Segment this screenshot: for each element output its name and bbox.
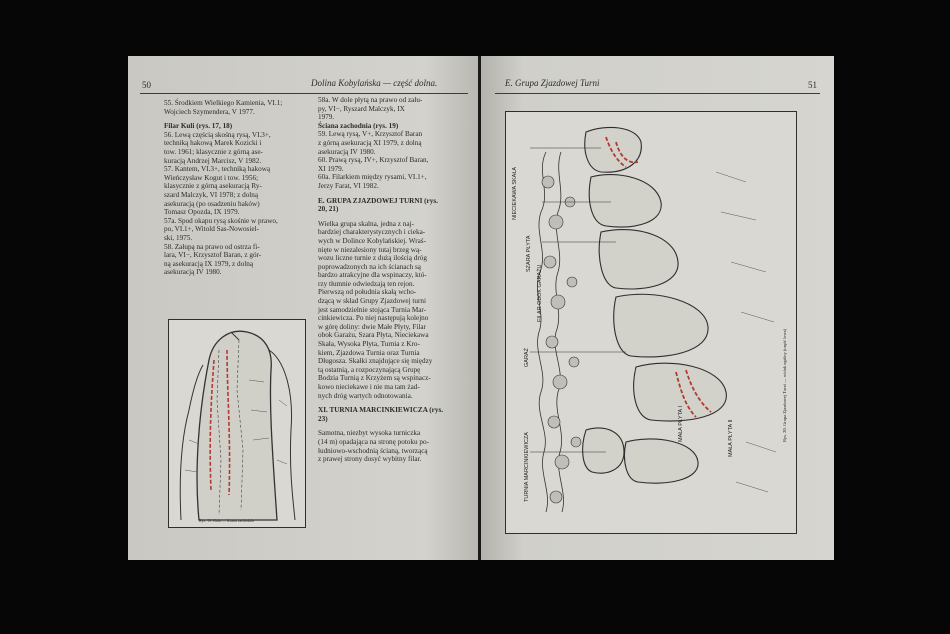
text-line: E. GRUPA ZJAZDOWEJ TURNI (rys. xyxy=(318,196,438,205)
text-line: 55. Środkiem Wielkiego Kamienia, VI.1; xyxy=(164,99,283,107)
text-line: wych w Dolince Kobylańskiej. Wraś- xyxy=(318,236,426,245)
text-line: asekuracją IV 1980. xyxy=(318,147,376,156)
text-line: z prawej strony dosyć wybitny filar. xyxy=(318,455,422,464)
text-line: ski, 1975. xyxy=(164,233,193,242)
figure-20-drawing xyxy=(506,112,796,533)
text-line: po, VI.1+, Witold Sas-Nowosiel- xyxy=(164,225,259,234)
label-mala-plyta-2: MAŁA PŁYTA II xyxy=(728,419,734,457)
text-line: kiem, Zjazdowa Turnia oraz Turnia xyxy=(318,348,420,357)
right-page xyxy=(481,56,834,560)
text-line: Skała, Wysoka Płyta, Turnia z Kro- xyxy=(318,340,420,349)
text-line: techniką hakową Marek Kozicki i xyxy=(164,139,262,148)
text-line: bardzo atrakcyjne dla wspinaczy, któ- xyxy=(318,271,427,280)
text-line: z górną asekuracją XI 1979, z dolną xyxy=(318,138,422,147)
text-line: (14 m) opadająca na stronę potoku po- xyxy=(318,437,429,446)
text-line: 59. Lewą rysą, V+, Krzysztof Baran xyxy=(318,130,423,139)
text-line: rzy tłumnie odwiedzają ten rejon. xyxy=(318,279,415,288)
text-line: Wielka grupa skalna, jedna z naj- xyxy=(318,219,414,228)
text-line: 23) xyxy=(318,414,328,423)
text-line: Samotna, niezbyt wysoka turniczka xyxy=(318,429,421,438)
text-line: 58a. W dole płytą na prawo od zału- xyxy=(318,96,423,104)
text-line: 1979. xyxy=(318,113,335,122)
figure-19-caption: Rys. 19. Kula — ściana zachodnia xyxy=(199,518,255,523)
text-line: nięte w niezalesiony tutaj brzeg wą- xyxy=(318,245,422,254)
label-turnia-marcinkiewicza: TURNIA MARCINKIEWICZA xyxy=(524,432,530,502)
figure-20-caption: Rys. 20. Grupa Zjazdowej Turni — widok ogólny (część lewa) xyxy=(782,328,787,442)
figure-19-drawing xyxy=(169,320,305,527)
text-line: obok Garażu, Szara Płyta, Nieciekawa xyxy=(318,331,429,340)
left-page-number: 50 xyxy=(142,80,151,90)
label-mala-plyta-1: MAŁA PŁYTA I xyxy=(678,406,684,442)
text-line: Filar Kuli (rys. 17, 18) xyxy=(164,122,233,131)
text-line: bardziej charakterystycznych i cieka- xyxy=(318,228,426,237)
text-line: py, VI−, Ryszard Malczyk, IX xyxy=(318,104,405,113)
right-page-number: 51 xyxy=(808,80,817,90)
right-running-head: E. Grupa Zjazdowej Turni xyxy=(505,78,600,88)
text-line: asekuracją (po osadzeniu haków) xyxy=(164,199,260,208)
text-line: 60a. Filarkiem między rysami, VI.1+, xyxy=(318,173,427,182)
text-line: nych dróg wartych odnotowania. xyxy=(318,391,413,400)
text-line: ną asekuracją IX 1979, z dolną xyxy=(164,259,254,268)
text-line: kuracją Andrzej Marcisz, V 1982. xyxy=(164,156,262,165)
text-line: tow. 1961; klasycznie z górną ase- xyxy=(164,147,263,156)
label-nieciekawa-skala: NIECIEKAWA SKAŁA xyxy=(512,166,518,220)
text-line: 20, 21) xyxy=(318,205,339,214)
left-page xyxy=(128,56,478,560)
text-line: Długosza. Skałki znajdujące się między xyxy=(318,357,433,366)
text-line: 57a. Spod okapu rysą skośnie w prawo, xyxy=(164,216,278,225)
text-line: Wieńczysław Kogut i tow. 1956; xyxy=(164,173,259,182)
text-line: łudniowo-wschodnią ścianą, tworzącą xyxy=(318,446,428,455)
text-line: szard Malczyk, VI 1978; z dolną xyxy=(164,190,259,199)
text-line: w górę doliny: dwie Małe Płyty, Filar xyxy=(318,322,426,331)
text-line: 60. Prawą rysą, IV+, Krzysztof Baran, xyxy=(318,156,429,165)
left-running-head: Dolina Kobylańska — część dolna. xyxy=(311,78,438,88)
label-filar-obok-garazu: FILAR OBOK GARAŻU xyxy=(537,264,543,322)
text-line: Jerzy Farat, VI 1982. xyxy=(318,181,379,190)
text-line: 56. Lewą częścią skośną rysą, VI.3+, xyxy=(164,130,271,139)
text-line: 58. Załupą na prawo od ostrza fi- xyxy=(164,242,260,251)
text-line: Pierwszą od południa skałą wcho- xyxy=(318,288,417,297)
text-line: kowo nieciekawe i nie ma tam żad- xyxy=(318,383,420,391)
left-header-rule xyxy=(140,93,468,94)
text-line: XI 1979. xyxy=(318,164,344,173)
left-column-1 xyxy=(164,99,282,277)
text-line: jest samodzielnie stojąca Turnia Mar- xyxy=(318,305,427,314)
text-line: cinkiewicza. Po niej następują kolejno xyxy=(318,314,429,323)
text-line: 57. Kantem, VI.3+, techniką hakową xyxy=(164,165,271,174)
figure-19-kula-west-face xyxy=(168,319,306,528)
figure-20-rock-group xyxy=(505,111,797,534)
text-line: wozu liczne turnie z dużą ilością dróg xyxy=(318,254,427,263)
text-line: dzącą w skład Grupy Zjazdowej turni xyxy=(318,297,426,306)
text-line: Tomasz Opozda, IX 1979. xyxy=(164,208,240,217)
label-garaz: GARAŻ xyxy=(524,348,530,367)
label-szara-plyta: SZARA PŁYTA xyxy=(526,235,532,272)
text-line: lara, VI−, Krzysztof Baran, z gór- xyxy=(164,251,262,260)
text-line: Bodzia Turnią z Krzyżem są wspinacz- xyxy=(318,374,431,383)
text-line: Ściana zachodnia (rys. 19) xyxy=(318,121,399,130)
text-line: tą ostatnią, a rozpoczynającą Grupę xyxy=(318,365,421,374)
text-line: poprowadzonych na ich ścianach są xyxy=(318,262,421,271)
text-line: XI. TURNIA MARCINKIEWICZA (rys. xyxy=(318,406,444,415)
left-column-2 xyxy=(318,96,443,464)
text-line: klasycznie z górną asekuracją Ry- xyxy=(164,182,262,191)
right-header-rule xyxy=(495,93,820,94)
text-line: asekuracją IV 1980. xyxy=(164,268,222,277)
open-book xyxy=(128,56,834,560)
text-line: Wojciech Szymendera, V 1977. xyxy=(164,107,255,116)
